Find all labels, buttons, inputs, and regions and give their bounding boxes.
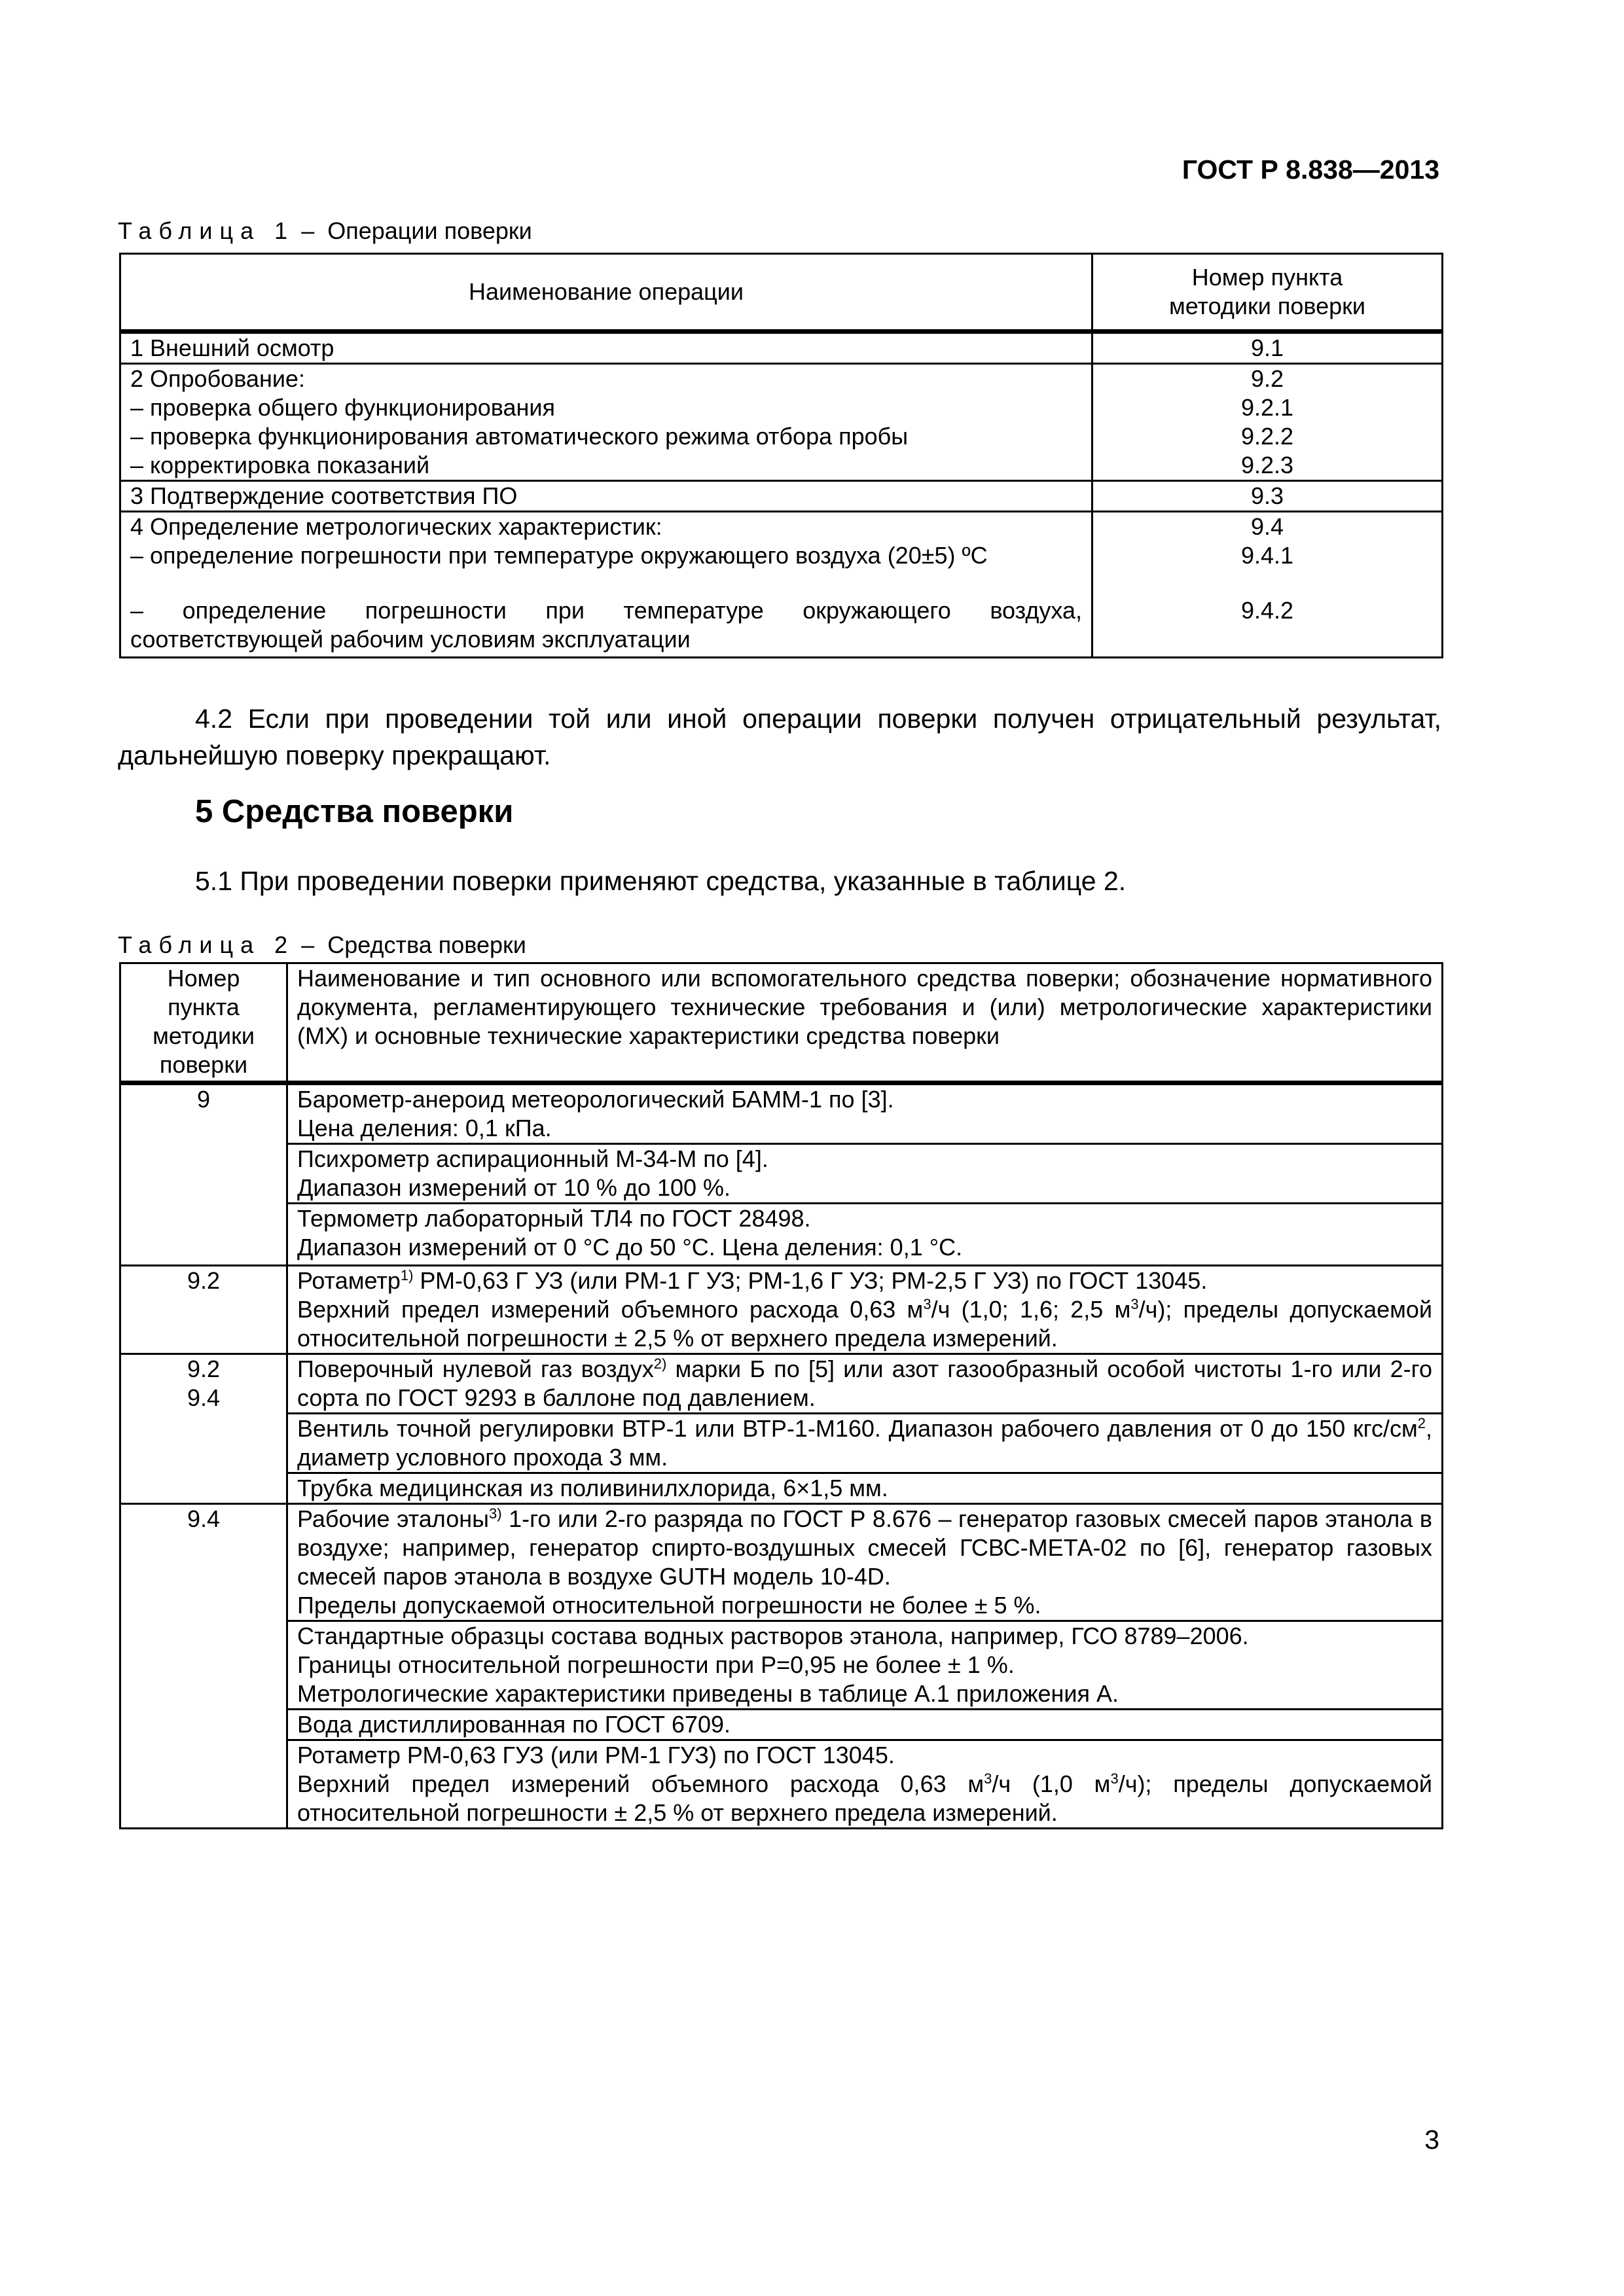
table-row (120, 1710, 1443, 1740)
table2-caption-label: Таблица 2 (118, 931, 295, 958)
table-row (120, 481, 1443, 512)
operation-name: 2 Опробование: – проверка общего функционирования – проверка функционирования автоматического режима отбора пробы – корректировка показаний (120, 364, 1092, 481)
document-header: ГОСТ Р 8.838—2013 (1182, 154, 1439, 185)
method-item-number: 9.4 (120, 1504, 287, 1829)
table2-caption (118, 931, 526, 959)
table2-header-row (120, 963, 1443, 1083)
equipment-cell: Барометр-анероид метеорологический БАММ-1 по [3]. Цена деления: 0,1 кПа. (287, 1083, 1443, 1144)
operation-number: 9.2 9.2.1 9.2.2 9.2.3 (1092, 364, 1443, 481)
equipment-cell: Трубка медицинская из поливинилхлорида, 6×1,5 мм. (287, 1473, 1443, 1504)
table-row (120, 1083, 1443, 1144)
operation-number: 9.1 (1092, 332, 1443, 364)
table2-caption-title: Средства поверки (327, 931, 526, 958)
table1-header-name: Наименование операции (120, 254, 1092, 332)
operation-name: – определение погрешности при температуре окружающего воздуха, соответствующей рабочим условиям эксплуатации (120, 570, 1092, 658)
table-row (120, 1144, 1443, 1204)
table2-header-num: Номер пункта методики поверки (120, 963, 287, 1083)
table1-header-row (120, 254, 1443, 332)
equipment-cell: Вода дистиллированная по ГОСТ 6709. (287, 1710, 1443, 1740)
equipment-cell: Термометр лабораторный ТЛ4 по ГОСТ 28498. Диапазон измерений от 0 °С до 50 °С. Цена деления: 0,1 °С. (287, 1204, 1443, 1266)
table-row (120, 364, 1443, 481)
page-number: 3 (1424, 2125, 1439, 2155)
equipment-cell: Метрологические характеристики приведены в таблице А.1 приложения А. (287, 1679, 1443, 1710)
table2-header-name: Наименование и тип основного или вспомогательного средства поверки; обозначение нормативного документа, регламентирующего технические требования и (или) метрологические характеристики (МХ) и основные технические характеристики средства поверки (287, 963, 1443, 1083)
paragraph-4-2: 4.2 Если при проведении той или иной операции поверки получен отрицательный результат, дальнейшую поверку прекращают. (118, 704, 1441, 770)
table2 (119, 962, 1443, 1829)
operation-number: 9.3 (1092, 481, 1443, 512)
table-row (120, 570, 1443, 658)
operation-number: 9.4.2 (1092, 570, 1443, 658)
operation-name: 3 Подтверждение соответствия ПО (120, 481, 1092, 512)
equipment-cell: Ротаметр$^{1)}$ РМ-0,63 Г УЗ (или РМ-1 Г УЗ; РМ-1,6 Г УЗ; РМ-2,5 Г УЗ) по ГОСТ 13045. Верхний предел измерений объемного расхода 0,63 $м^3/ч$ (1,0; 1,6; 2,5 $м^3/ч$); пределы допускаемой относительной погрешности ± 2,5 % от верхнего предела измерений. (287, 1266, 1443, 1354)
table-row (120, 1740, 1443, 1829)
equipment-cell: Ротаметр РМ-0,63 ГУЗ (или РМ-1 ГУЗ) по ГОСТ 13045. Верхний предел измерений объемного расхода 0,63 $м^3/ч$ (1,0 $м^3/ч$); пределы допускаемой относительной погрешности ± 2,5 % от верхнего предела измерений. (287, 1740, 1443, 1829)
operation-number: 9.4 9.4.1 (1092, 512, 1443, 571)
table-row (120, 1354, 1443, 1414)
table-row (120, 1679, 1443, 1710)
paragraph-5-1: 5.1 При проведении поверки применяют средства, указанные в таблице 2. (195, 866, 1127, 896)
equipment-cell: Вентиль точной регулировки ВТР-1 или ВТР-1-М160. Диапазон рабочего давления от 0 до 150 кгс/$см^2$, диаметр условного прохода 3 мм. (287, 1414, 1443, 1473)
table-row (120, 332, 1443, 364)
table1-caption-label: Таблица 1 (118, 217, 295, 244)
table1 (119, 253, 1443, 658)
table1-caption-title: Операции поверки (327, 217, 532, 244)
operation-name: 1 Внешний осмотр (120, 332, 1092, 364)
equipment-cell: Стандартные образцы состава водных растворов этанола, например, ГСО 8789–2006. Границы относительной погрешности при Р=0,95 не более ± 1 %. (287, 1621, 1443, 1680)
table2-caption-dash: – (301, 931, 315, 958)
operation-name: 4 Определение метрологических характеристик: – определение погрешности при температуре окружающего воздуха (20±5) ºС (120, 512, 1092, 571)
table1-caption (118, 217, 532, 245)
table-row (120, 1473, 1443, 1504)
table1-caption-dash: – (301, 217, 315, 244)
method-item-number: 9.2 (120, 1266, 287, 1354)
equipment-cell: Психрометр аспирационный М-34-М по [4]. Диапазон измерений от 10 % до 100 %. (287, 1144, 1443, 1204)
method-item-number: 9.2 9.4 (120, 1354, 287, 1504)
method-item-number: 9 (120, 1083, 287, 1266)
table-row (120, 1204, 1443, 1266)
table-row (120, 512, 1443, 571)
equipment-cell: Рабочие эталоны$^{3)}$ 1-го или 2-го разряда по ГОСТ Р 8.676 – генератор газовых смесей паров этанола в воздухе; например, генератор спирто-воздушных смесей ГСВС-МЕТА-02 по [6], генератор газовых смесей паров этанола в воздухе GUTH модель 10-4D. Пределы допускаемой относительной погрешности не более ± 5 %. (287, 1504, 1443, 1621)
table-row (120, 1414, 1443, 1473)
table-row (120, 1266, 1443, 1354)
table1-header-num: Номер пункта методики поверки (1092, 254, 1443, 332)
table-row (120, 1621, 1443, 1680)
table-row (120, 1504, 1443, 1621)
equipment-cell: Поверочный нулевой газ воздух$^{2)}$ марки Б по [5] или азот газообразный особой чистоты 1-го или 2-го сорта по ГОСТ 9293 в баллоне под давлением. (287, 1354, 1443, 1414)
section-heading: 5 Средства поверки (195, 794, 514, 829)
